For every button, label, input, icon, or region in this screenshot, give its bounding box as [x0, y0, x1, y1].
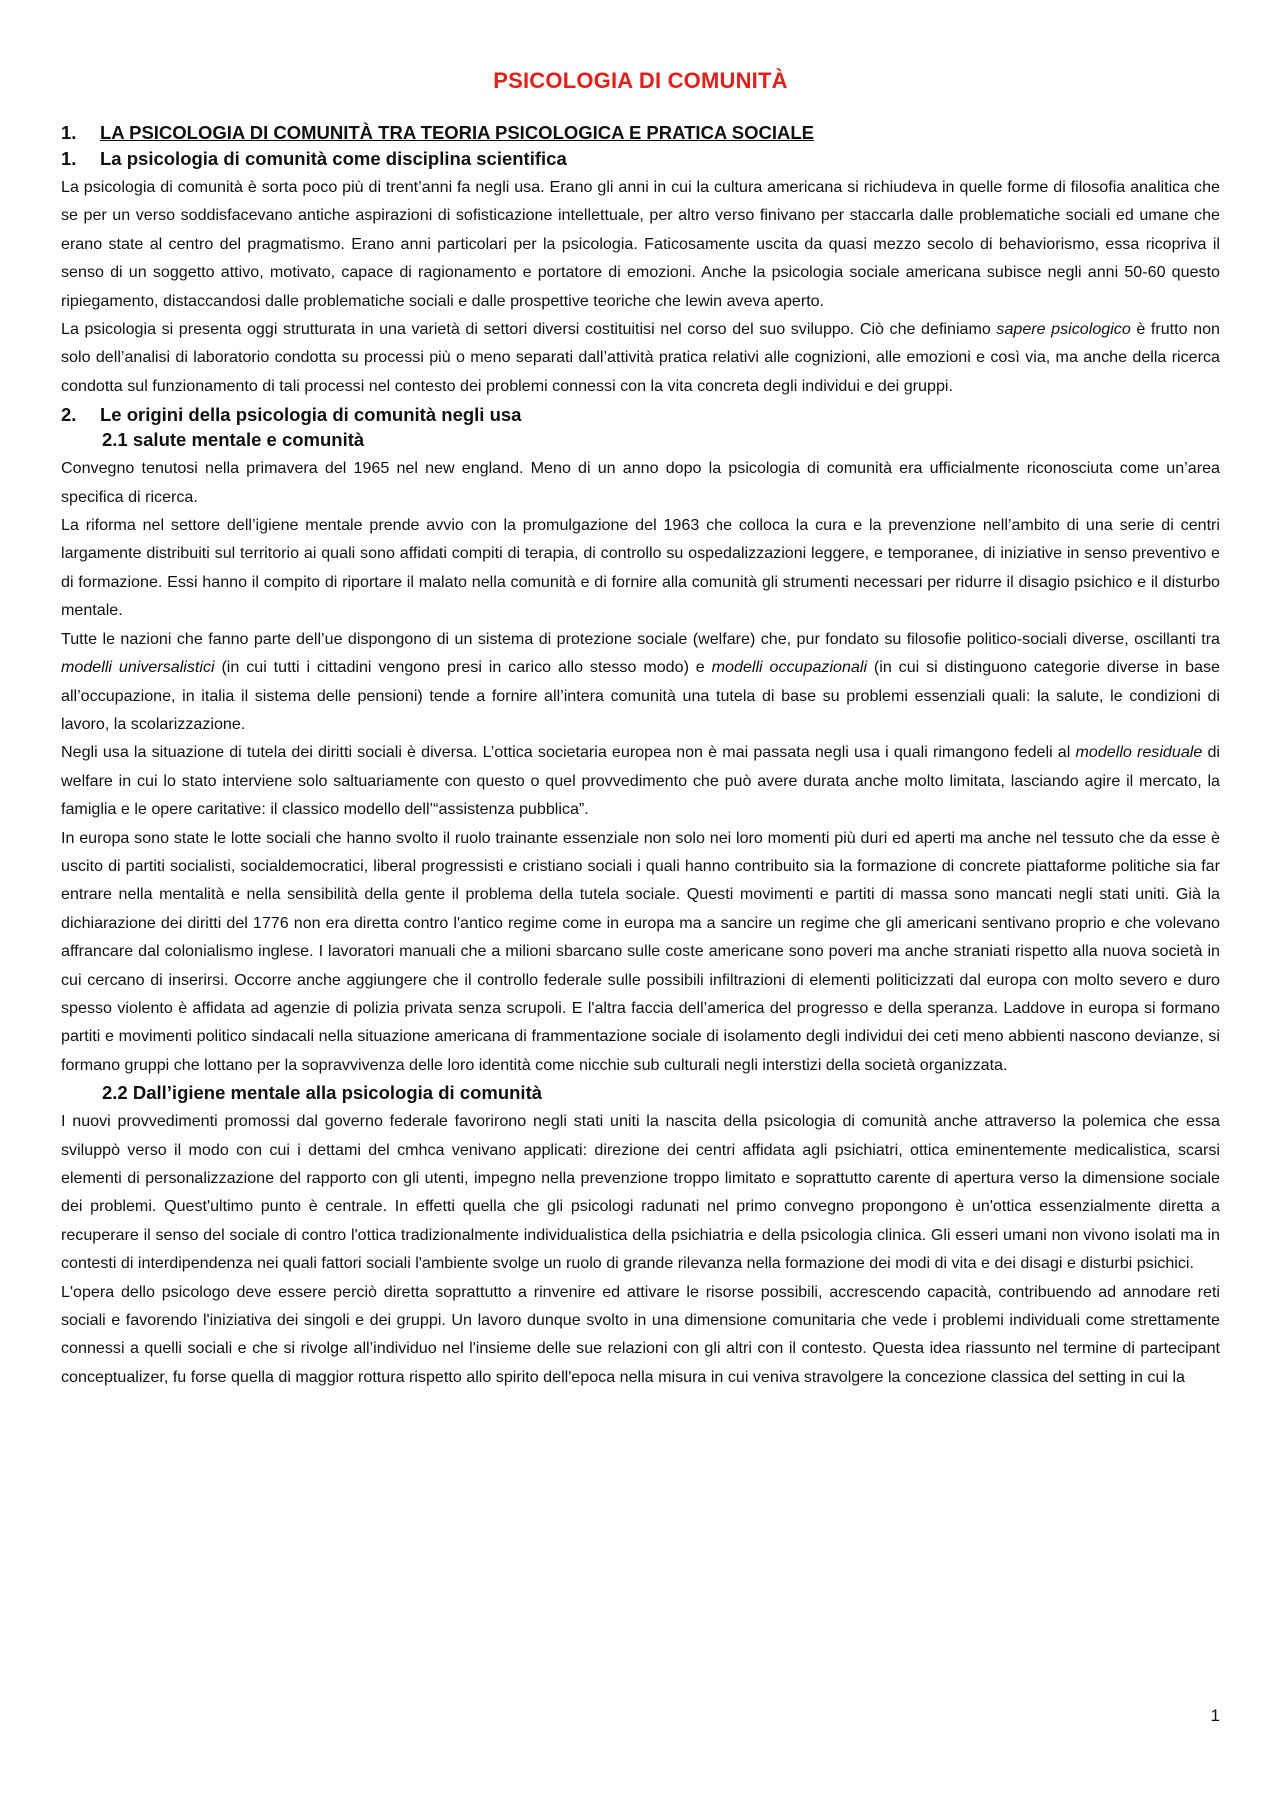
subsection-number: 2. [61, 404, 77, 426]
italic-term: modelli universalistici [61, 658, 215, 677]
subsection-heading-2-1: 2.1 salute mentale e comunità [102, 429, 365, 451]
subsection-heading-1 [61, 148, 1220, 170]
paragraph: Convegno tenutosi nella primavera del 1965 nel new england. Meno di un anno dopo la psicologia di comunità era ufficialmente riconosciuta come un’area specifica di ricerca. [61, 459, 1220, 506]
paragraph: La psicologia di comunità è sorta poco più di trent’anni fa negli usa. Erano gli anni in cui la cultura americana si richiudeva in quelle forme di filosofia analitica che se per un verso soddisfacevano antiche aspirazioni di sofisticazione intellettuale, per altro verso finivano per staccarla dalle problematiche sociali ed umane che erano state al centro del pragmatismo. Erano anni particolari per la psicologia. Faticosamente uscita da quasi mezzo secolo di behaviorismo, essa ricopriva il senso di un soggetto attivo, motivato, capace di ragionamento e portatore di emozioni. Anche la psicologia sociale americana subisce negli anni 50-60 questo ripiegamento, distaccandosi dalle problematiche sociali e dalle prospettive teoriche che lewin aveva aperto. [61, 178, 1220, 310]
section-title: LA PSICOLOGIA DI COMUNITÀ TRA TEORIA PSICOLOGICA E PRATICA SOCIALE [100, 122, 814, 143]
section-number: 1. [61, 122, 77, 143]
page-content [61, 62, 1220, 1391]
paragraph: In europa sono state le lotte sociali che hanno svolto il ruolo trainante essenziale non solo nei loro momenti più duri ed aperti ma anche nel tessuto che da esse è uscito di partiti socialisti, socialdemocratici, liberal progressisti e cristiano sociali i quali hanno contribuito sia la formazione di concrete piattaforme politiche sia far entrare nella mentalità e nella sensibilità della gente il problema della tutela sociale. Questi movimenti e partiti di massa sono mancati negli stati uniti. Già la dichiarazione dei diritti del 1776 non era diretta contro l'antico regime come in europa ma a sancire un regime che gli americani sentivano proprio e che volevano affrancare dal colonialismo inglese. I lavoratori manuali che a milioni sbarcano sulle coste americane sono poveri ma anche straniati rispetto alla nuova società in cui cercano di inserirsi. Occorre anche aggiungere che il controllo federale sulle possibili infiltrazioni di elementi politicizzati dal europa con molto severo e duro spesso violento è affidata ad agenzie di polizia privata senza scrupoli. E l'altra faccia dell’america del progresso e della speranza. Laddove in europa si formano partiti e movimenti politico sindacali nella situazione americana di frammentazione sociale di isolamento degli individui dei ceti meno abbienti nascono devianze, si formano gruppi che lottano per la sopravvivenza delle loro identità come nicchie sub culturali negli interstizi della società organizzata. [61, 828, 1220, 1074]
subsection-heading-2-2: 2.2 Dall’igiene mentale alla psicologia di comunità [102, 1082, 543, 1104]
document-title: PSICOLOGIA DI COMUNITÀ [493, 68, 788, 93]
paragraph: La psicologia si presenta oggi strutturata in una varietà di settori diversi costituitisi nel corso del suo sviluppo. Ciò che definiamo sapere psicologico è frutto non solo dell’analisi di laboratorio condotta su processi più o meno separati dall’attività pratica relativi alle cognizioni, alle emozioni e così via, ma anche della ricerca condotta sul funzionamento di tali processi nel contesto dei problemi connessi con la vita concreta degli individui e dei gruppi. [61, 320, 1220, 395]
paragraph: Negli usa la situazione di tutela dei diritti sociali è diversa. L’ottica societaria europea non è mai passata negli usa i quali rimangono fedeli al modello residuale di welfare in cui lo stato interviene solo saltuariamente con questo o quel provvedimento che può avere durata anche molto limitata, lasciando agire il mercato, la famiglia e le opere caritative: il classico modello dell’“assistenza pubblica”. [61, 743, 1220, 819]
paragraph: I nuovi provvedimenti promossi dal governo federale favorirono negli stati uniti la nascita della psicologia di comunità anche attraverso la polemica che essa sviluppò verso il modo con cui i dettami del cmhca venivano applicati: direzione dei centri affidata agli psichiatri, ottica eminentemente medicalistica, scarsi elementi di personalizzazione del rapporto con gli utenti, impegno nella prevenzione troppo limitato e soprattutto carente di apertura verso la dimensione sociale dei problemi. Quest'ultimo punto è centrale. In effetti quella che gli psicologi radunati nel primo convegno propongono è un'ottica essenzialmente diretta a recuperare il senso del sociale di contro l'ottica tradizionalmente individualistica della psichiatria e della psicologia clinica. Gli esseri umani non vivono isolati ma in contesti di interdipendenza nei quali fattori sociali l'ambiente svolge un ruolo di grande rilevanza nella formazione dei modi di vita e dei disagi e disturbi psichici. [61, 1112, 1220, 1273]
page-number: 1 [1210, 1706, 1220, 1725]
section-heading-1 [61, 122, 1220, 144]
paragraph: La riforma nel settore dell’igiene mentale prende avvio con la promulgazione del 1963 che colloca la cura e la prevenzione nell’ambito di una serie di centri largamente distribuiti sul territorio ai quali sono affidati compiti di terapia, di controllo su ospedalizzazioni leggere, e temporanee, di iniziative in senso preventivo e di formazione. Essi hanno il compito di riportare il malato nella comunità e di fornire alla comunità gli strumenti necessari per ridurre il disagio psichico e il disturbo mentale. [61, 516, 1220, 620]
subsection-heading-2 [61, 404, 1220, 426]
subsection-title: La psicologia di comunità come disciplina scientifica [100, 148, 567, 169]
italic-term: sapere psicologico [996, 320, 1131, 339]
subsection-title: Le origini della psicologia di comunità negli usa [100, 404, 522, 426]
paragraph: Tutte le nazioni che fanno parte dell’ue dispongono di un sistema di protezione sociale (welfare) che, pur fondato su filosofie politico-sociali diverse, oscillanti tra modelli universalistici (in cui tutti i cittadini vengono presi in carico allo stesso modo) e modelli occupazionali (in cui si distinguono categorie diverse in base all’occupazione, in italia il sistema delle pensioni) tende a fornire all’intera comunità una tutela di base su problemi essenziali quali: la salute, le condizioni di lavoro, la scolarizzazione. [61, 629, 1220, 733]
italic-term: modelli occupazionali [711, 658, 868, 677]
paragraph: L'opera dello psicologo deve essere perciò diretta soprattutto a rinvenire ed attivare le risorse possibili, accrescendo capacità, contribuendo ad annodare reti sociali e favorendo l'iniziativa dei singoli e dei gruppi. Un lavoro dunque svolto in una dimensione comunitaria che vede i problemi individuali come strettamente connessi a quelli sociali e che si rivolge all’individuo nel l'insieme delle sue relazioni con gli altri con il contesto. Questa idea riassunto nel termine di partecipant conceptualizer, fu forse quella di maggior rottura rispetto allo spirito dell'epoca nella misura in cui veniva stravolgere la concezione classica del setting in cui la [61, 1282, 1220, 1386]
subsection-number: 1. [61, 148, 77, 169]
italic-term: modello residuale [1075, 743, 1203, 762]
